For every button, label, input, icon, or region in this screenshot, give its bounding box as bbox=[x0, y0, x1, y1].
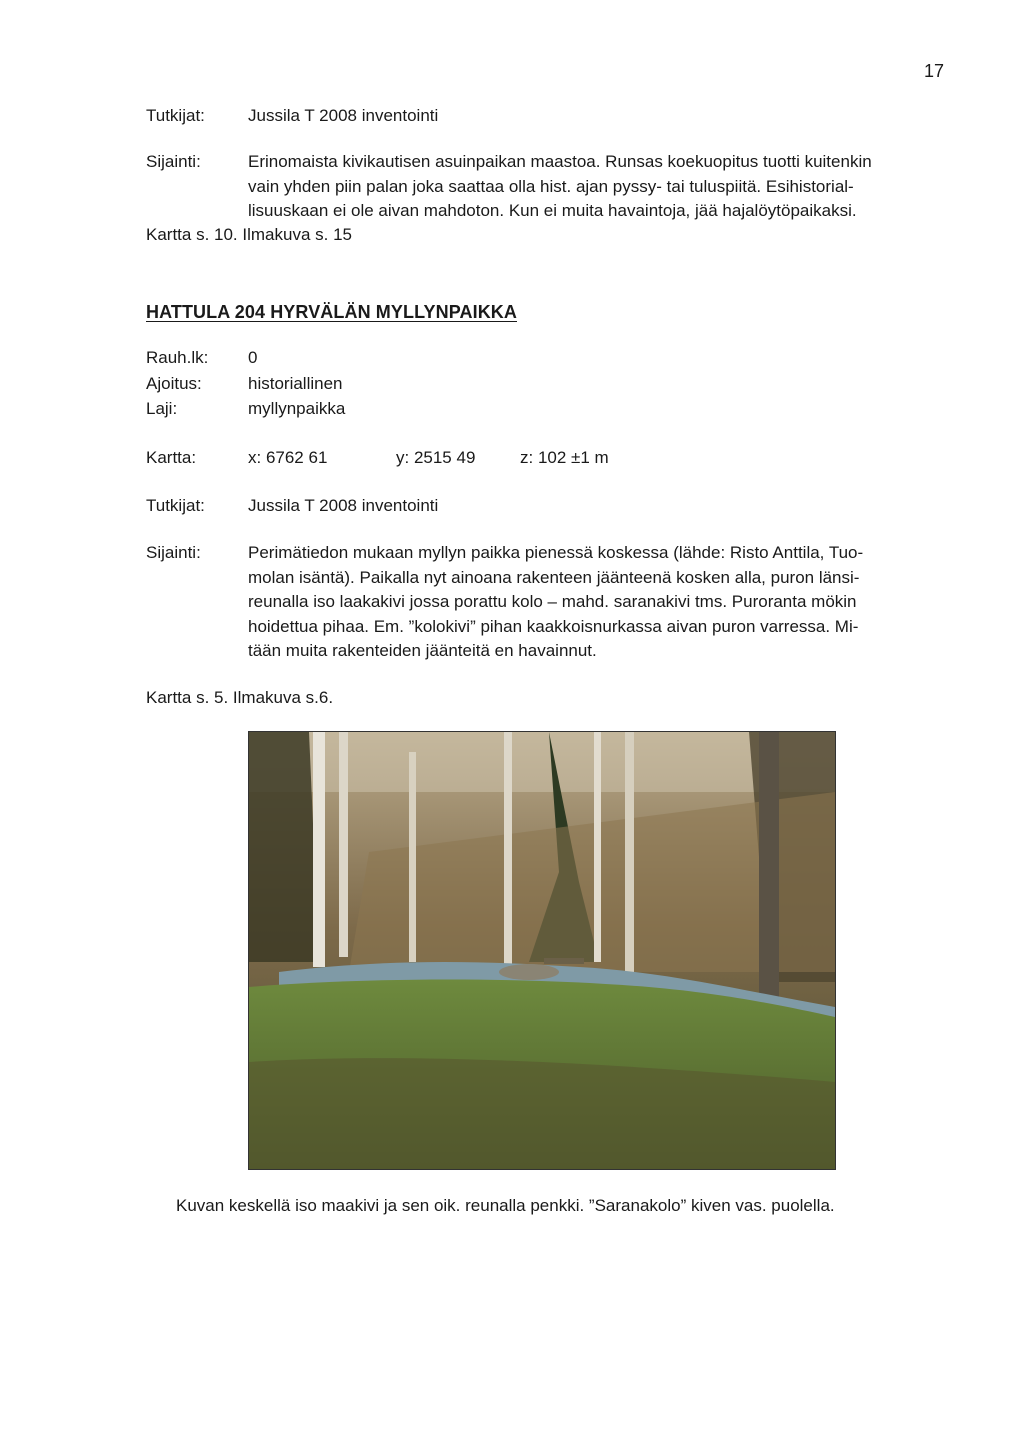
sijainti-label: Sijainti: bbox=[146, 543, 201, 562]
photo-caption: Kuvan keskellä iso maakivi ja sen oik. reunalla penkki. ”Saranakolo” kiven vas. puolella. bbox=[176, 1196, 835, 1215]
entry-title: HATTULA 204 HYRVÄLÄN MYLLYNPAIKKA bbox=[146, 302, 517, 322]
sijainti-text bbox=[248, 541, 863, 664]
sijainti-line: Perimätiedon mukaan myllyn paikka pienessä koskessa (lähde: Risto Anttila, Tuo- bbox=[248, 543, 864, 562]
prev-sijainti-line: vain yhden piin palan joka saattaa olla hist. ajan pyssy- tai tuluspiitä. Esihistorial- bbox=[248, 176, 854, 196]
sijainti-line: tään muita rakenteiden jäänteitä en havainnut. bbox=[248, 641, 597, 660]
rauhlk-value: 0 bbox=[248, 348, 258, 367]
prev-kartta-ref: Kartta s. 10. Ilmakuva s. 15 bbox=[146, 225, 352, 244]
prev-tutkijat-label: Tutkijat: bbox=[146, 106, 205, 125]
rauhlk-label: Rauh.lk: bbox=[146, 348, 209, 367]
kartta-y: y: 2515 49 bbox=[396, 448, 476, 467]
sijainti-line: reunalla iso laakakivi jossa porattu kolo – mahd. saranakivi tms. Puroranta mökin bbox=[248, 592, 857, 611]
sijainti-line: molan isäntä). Paikalla nyt ainoana rakenteen jäänteenä kosken alla, puron länsi- bbox=[248, 567, 860, 587]
site-photo bbox=[248, 731, 836, 1170]
tutkijat-value: Jussila T 2008 inventointi bbox=[248, 496, 439, 515]
prev-sijainti-text bbox=[248, 150, 872, 224]
kartta-z: z: 102 ±1 m bbox=[520, 448, 609, 467]
page-number: 17 bbox=[923, 61, 944, 81]
kartta-ref: Kartta s. 5. Ilmakuva s.6. bbox=[146, 688, 334, 707]
laji-value: myllynpaikka bbox=[248, 399, 346, 418]
ajoitus-label: Ajoitus: bbox=[146, 374, 202, 393]
prev-sijainti-line: lisuuskaan ei ole aivan mahdoton. Kun ei muita havaintoja, jää hajalöytöpaikaksi. bbox=[248, 201, 857, 220]
kartta-x: x: 6762 61 bbox=[248, 448, 328, 467]
laji-label: Laji: bbox=[146, 399, 178, 418]
prev-sijainti-label: Sijainti: bbox=[146, 152, 201, 171]
kartta-label: Kartta: bbox=[146, 448, 197, 467]
prev-tutkijat-value: Jussila T 2008 inventointi bbox=[248, 106, 439, 125]
prev-sijainti-line: Erinomaista kivikautisen asuinpaikan maastoa. Runsas koekuopitus tuotti kuitenkin bbox=[248, 152, 872, 171]
ajoitus-value: historiallinen bbox=[248, 374, 343, 393]
sijainti-line: hoidettua pihaa. Em. ”kolokivi” pihan kaakkoisnurkassa aivan puron varressa. Mi- bbox=[248, 616, 859, 636]
tutkijat-label: Tutkijat: bbox=[146, 496, 205, 515]
